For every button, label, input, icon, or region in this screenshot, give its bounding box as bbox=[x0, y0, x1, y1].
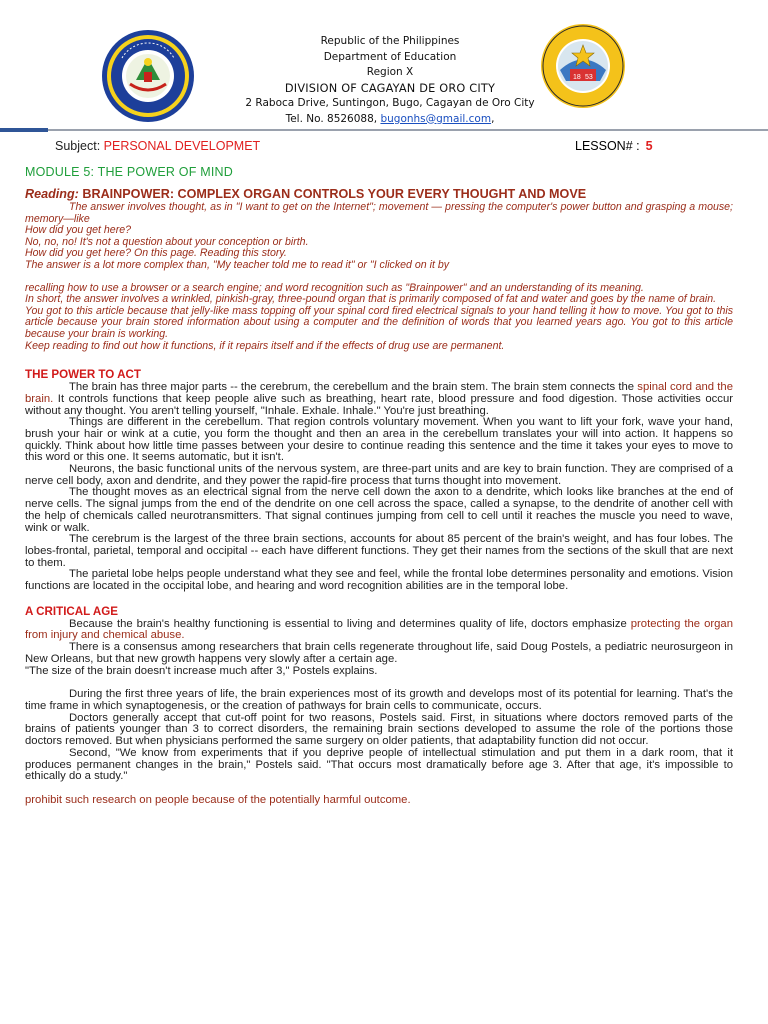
tel-suffix: , bbox=[491, 112, 495, 125]
paragraph: Things are different in the cerebellum. That region controls voluntary movement. When you want to lift your fork, wave your hand, brush your hair or wink at a cutie, you form the thought and then an area in the cerebellum translates your will into action. It happens so quickly. Think about how little time passes between your desire to continue reading this sentence and the time it takes your eyes to move to this word or this one. It seems automatic, but it isn't. bbox=[25, 416, 733, 464]
paragraph: The cerebrum is the largest of the three brain sections, accounts for about 85 percent of the brain's weight, and has four lobes. The lobes-frontal, parietal, temporal and occipital -- each have different functions. They get their names from the sections of the skull that are next to them. bbox=[25, 533, 733, 569]
agency-block bbox=[200, 34, 580, 127]
reading-line: In short, the answer involves a wrinkled, pinkish-gray, three-pound organ that is primarily composed of fat and water and goes by the name of brain. bbox=[25, 293, 717, 306]
paragraph-highlight: protecting the organ from injury and chemical abuse. bbox=[25, 617, 733, 642]
divider-accent bbox=[0, 128, 48, 132]
reading-line: Keep reading to find out how it functions, if it repairs itself and if the effects of drug use are permanent. bbox=[25, 339, 505, 352]
subject-row bbox=[55, 139, 755, 155]
reading-line: The answer involves thought, as in "I want to get on the Internet"; movement — pressing the computer's power button and grasping a mouse; memory—like bbox=[25, 201, 733, 225]
paragraph bbox=[25, 619, 733, 642]
paragraph: prohibit such research on people because of the potentially harmful outcome. bbox=[25, 793, 411, 806]
paragraph: During the first three years of life, the brain experiences most of its growth and develops most of its potential for learning. That's the time frame in which synaptogenesis, or the creation of pathways for brain cells to communicate, occurs. bbox=[25, 688, 733, 712]
contact-line bbox=[200, 112, 580, 128]
paragraph: Second, "We know from experiments that if you deprive people of intellectual stimulation and put them in a dark room, that it produces permanent changes in the brain," Postels said. "That occurs most dramatically before age 3. After that age, it's impossible to ethically do a study." bbox=[25, 746, 733, 783]
lesson-info bbox=[575, 139, 653, 153]
reading-heading: BRAINPOWER: COMPLEX ORGAN CONTROLS YOUR EVERY THOUGHT AND MOVE bbox=[78, 187, 587, 201]
reading-line: The answer is a lot more complex than, "My teacher told me to read it" or "I clicked on it by bbox=[25, 258, 450, 271]
paragraph: Neurons, the basic functional units of the nervous system, are three-part units and are key to brain function. They are comprised of a nerve cell body, axon and dendrite, and they power the rapid-fire process that turns thought into movement. bbox=[25, 463, 733, 487]
section-heading-critical-age: A CRITICAL AGE bbox=[25, 604, 118, 618]
lesson-label: LESSON# : bbox=[575, 139, 640, 153]
paragraph-text: It controls functions that keep people alive such as breathing, heart rate, blood pressure and food digestion. Those activities occur without any thought. You aren't telling yourself, "Inhale. Exhale. Inhale." You're just breathing. bbox=[25, 392, 733, 417]
address-line: 2 Raboca Drive, Suntingon, Bugo, Cagayan de Oro City bbox=[245, 97, 535, 109]
paragraph: Doctors generally accept that cut-off point for two reasons, Postels said. First, in situations where doctors removed parts of the brains of patients younger than 3 to correct disorders, the remaining brain sections developed to assume the role of the portions those doctors removed. But when physicians performed the same surgery on older patients, that adaptability function did not occur. bbox=[25, 711, 733, 748]
tel-text: Tel. No. 8526088, bbox=[285, 112, 381, 125]
reading-line: How did you get here? bbox=[25, 224, 132, 237]
department-line: Department of Education bbox=[323, 50, 457, 63]
seal-year-right: 53 bbox=[585, 74, 593, 81]
paragraph: "The size of the brain doesn't increase much after 3," Postels explains. bbox=[25, 664, 378, 677]
region-line: Region X bbox=[366, 66, 414, 78]
divider-line bbox=[48, 129, 768, 131]
lesson-number: 5 bbox=[645, 139, 653, 153]
reading-line: You got to this article because that jelly-like mass topping off your spinal cord fired electrical signals to your hand telling it how to move. You got to this article because your brain stored information about using a computer and the definition of words that you learned years ago. You got to this article because your brain is working. bbox=[25, 304, 733, 340]
school-seal-logo bbox=[100, 28, 196, 124]
paragraph: There is a consensus among researchers that brain cells regenerate throughout life, said Doug Postels, a pediatric neurosurgeon in New Orleans, but that new growth happens very slowly after a certain age. bbox=[25, 641, 733, 665]
reading-line: How did you get here? On this page. Reading this story. bbox=[25, 247, 287, 260]
paragraph-highlight: spinal cord and the brain. bbox=[25, 381, 733, 405]
module-title: MODULE 5: THE POWER OF MIND bbox=[25, 165, 233, 179]
reading-line: No, no, no! It's not a question about your conception or birth. bbox=[25, 235, 309, 248]
header-divider bbox=[0, 128, 768, 132]
email-link[interactable]: bugonhs@gmail.com bbox=[380, 112, 492, 125]
paragraph-text: Because the brain's healthy functioning is essential to living and determines quality of life, doctors emphasize bbox=[69, 617, 631, 630]
paragraph bbox=[25, 382, 733, 417]
paragraph: The parietal lobe helps people understand what they see and feel, while the frontal lobe determines personality and emotions. Vision functions are located in the occipital lobe, and hearing and word recognition abilities are in the temporal lobe. bbox=[25, 568, 733, 593]
document-body bbox=[25, 187, 733, 807]
reading-title bbox=[25, 187, 733, 202]
reading-label: Reading: bbox=[25, 187, 79, 201]
section-heading-power-to-act: THE POWER TO ACT bbox=[25, 368, 141, 382]
country-line: Republic of the Philippines bbox=[320, 35, 460, 47]
division-line: DIVISION OF CAGAYAN DE ORO CITY bbox=[284, 81, 496, 95]
paragraph-text: The brain has three major parts -- the cerebrum, the cerebellum and the brain stem. The brain stem connects the bbox=[69, 381, 638, 394]
seal-year-left: 18 bbox=[573, 74, 581, 81]
subject-value: PERSONAL DEVELOPMET bbox=[103, 139, 261, 153]
paragraph: The thought moves as an electrical signal from the nerve cell down the axon to a dendrite, which looks like branches at the end of nerve cells. The signal jumps from the end of the dendrite on one cell across the space, called a synapse, to the dendrite of another cell with the help of chemicals called neurotransmitters. That signal continues jumping from cell to cell until it reaches the muscle you need to wave, wink or walk. bbox=[25, 486, 733, 534]
subject-label: Subject: bbox=[55, 139, 104, 153]
reading-line: recalling how to use a browser or a search engine; and word recognition such as "Brainpower" and an understanding of its meaning. bbox=[25, 281, 644, 294]
letterhead bbox=[0, 0, 768, 132]
